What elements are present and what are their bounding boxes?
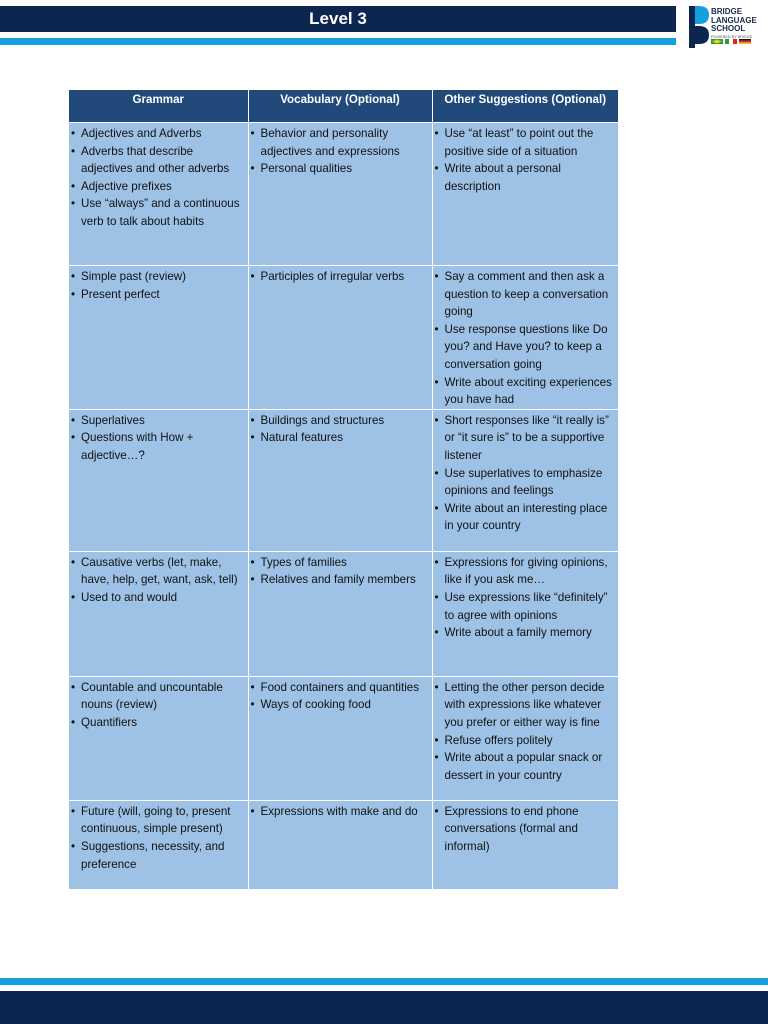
list-item: • Write about an interesting place in your country <box>435 500 616 535</box>
list-item: • Write about a family memory <box>435 624 616 642</box>
vocabulary-cell <box>248 676 432 800</box>
list-item: • Expressions to end phone conversations (formal and informal) <box>435 803 616 856</box>
suggestions-cell <box>432 676 618 800</box>
list-item: • Types of families <box>251 554 429 572</box>
header-stripe <box>0 38 676 45</box>
list-item: • Used to and would <box>71 589 245 607</box>
list-item: • Use expressions like “definitely” to agree with opinions <box>435 589 616 624</box>
table-row <box>69 676 618 800</box>
grammar-cell <box>69 266 248 410</box>
logo-line: LANGUAGE <box>711 15 757 25</box>
grammar-cell <box>69 409 248 551</box>
vocabulary-cell <box>248 123 432 266</box>
suggestions-cell <box>432 800 618 889</box>
list-item: • Use superlatives to emphasize opinions and feelings <box>435 465 616 500</box>
list-item: • Participles of irregular verbs <box>251 268 429 286</box>
logo-line: SCHOOL <box>711 24 746 33</box>
footer-bar <box>0 991 768 1024</box>
table-row <box>69 409 618 551</box>
vocabulary-cell <box>248 266 432 410</box>
list-item: • Use “at least” to point out the positive side of a situation <box>435 125 616 160</box>
list-item: • Use “always” and a continuous verb to talk about habits <box>71 195 245 230</box>
flag-brazil-icon <box>711 39 723 44</box>
list-item: • Letting the other person decide with expressions like whatever you prefer or either way is fine <box>435 679 616 732</box>
list-item: • Future (will, going to, present continuous, simple present) <box>71 803 245 838</box>
footer-stripe <box>0 978 768 985</box>
table-row <box>69 266 618 410</box>
logo-text <box>711 8 767 34</box>
list-item: • Write about exciting experiences you have had <box>435 374 616 409</box>
language-flags <box>711 39 751 44</box>
list-item: • Refuse offers politely <box>435 732 616 750</box>
list-item: • Simple past (review) <box>71 268 245 286</box>
flag-germany-icon <box>739 39 751 44</box>
list-item: • Adjective prefixes <box>71 178 245 196</box>
list-item: • Natural features <box>251 429 429 447</box>
curriculum-table <box>69 90 618 890</box>
table-row <box>69 551 618 676</box>
table-row <box>69 123 618 266</box>
suggestions-cell <box>432 551 618 676</box>
list-item: • Suggestions, necessity, and preference <box>71 838 245 873</box>
list-item: • Expressions with make and do <box>251 803 429 821</box>
page-title: Level 3 <box>309 9 367 28</box>
vocabulary-cell <box>248 551 432 676</box>
list-item: • Present perfect <box>71 286 245 304</box>
list-item: • Write about a popular snack or dessert in your country <box>435 749 616 784</box>
suggestions-cell <box>432 409 618 551</box>
list-item: • Quantifiers <box>71 714 245 732</box>
list-item: • Ways of cooking food <box>251 696 429 714</box>
list-item: • Food containers and quantities <box>251 679 429 697</box>
list-item: • Countable and uncountable nouns (review) <box>71 679 245 714</box>
list-item: • Short responses like “it really is” or “it sure is” to be a supportive listener <box>435 412 616 465</box>
list-item: • Questions with How + adjective…? <box>71 429 245 464</box>
grammar-cell <box>69 800 248 889</box>
list-item: • Relatives and family members <box>251 571 429 589</box>
column-header-vocabulary: Vocabulary (Optional) <box>248 90 432 123</box>
vocabulary-cell <box>248 800 432 889</box>
table-header-row <box>69 90 618 123</box>
grammar-cell <box>69 123 248 266</box>
list-item: • Superlatives <box>71 412 245 430</box>
list-item: • Buildings and structures <box>251 412 429 430</box>
table-row <box>69 800 618 889</box>
column-header-suggestions: Other Suggestions (Optional) <box>432 90 618 123</box>
grammar-cell <box>69 676 248 800</box>
suggestions-cell <box>432 266 618 410</box>
list-item: • Adverbs that describe adjectives and other adverbs <box>71 143 245 178</box>
list-item: • Behavior and personality adjectives and expressions <box>251 125 429 160</box>
list-item: • Write about a personal description <box>435 160 616 195</box>
vocabulary-cell <box>248 409 432 551</box>
list-item: • Say a comment and then ask a question to keep a conversation going <box>435 268 616 321</box>
logo-line: BRIDGE <box>711 7 743 16</box>
flag-italy-icon <box>725 39 737 44</box>
column-header-grammar: Grammar <box>69 90 248 123</box>
list-item: • Expressions for giving opinions, like if you ask me… <box>435 554 616 589</box>
list-item: • Adjectives and Adverbs <box>71 125 245 143</box>
suggestions-cell <box>432 123 618 266</box>
list-item: • Causative verbs (let, make, have, help, get, want, ask, tell) <box>71 554 245 589</box>
logo-tagline: POWERED BY BRIDGE <box>711 35 753 39</box>
list-item: • Use response questions like Do you? and Have you? to keep a conversation going <box>435 321 616 374</box>
list-item: • Personal qualities <box>251 160 429 178</box>
grammar-cell <box>69 551 248 676</box>
